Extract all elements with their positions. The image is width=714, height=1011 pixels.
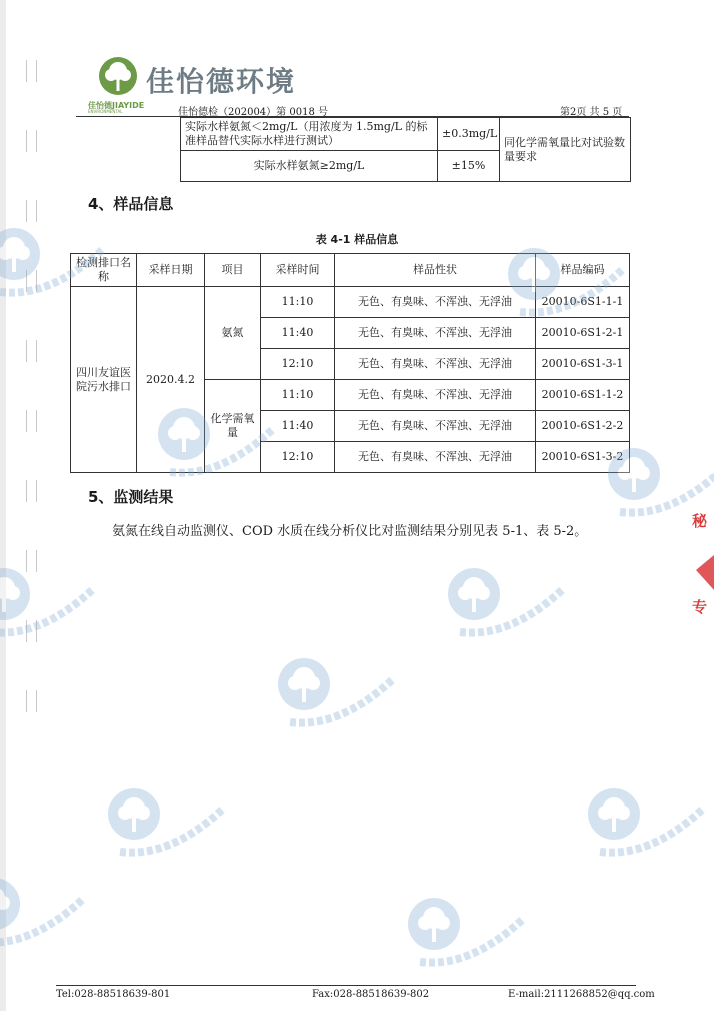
time-cell: 11:40 [261, 318, 335, 349]
binder-hole-mark [26, 480, 37, 502]
date-cell: 2020.4.2 [137, 287, 205, 473]
binder-hole-mark [26, 690, 37, 712]
table-row [181, 118, 631, 151]
watermark-icon [580, 780, 710, 860]
binder-hole-mark [26, 200, 37, 222]
tree-logo-icon [98, 56, 138, 96]
watermark-icon [440, 560, 570, 640]
appearance-cell: 无色、有臭味、不浑浊、无浮油 [335, 380, 536, 411]
remark-cell: 同化学需氧量比对试验数量要求 [500, 118, 631, 182]
appearance-cell: 无色、有臭味、不浑浊、无浮油 [335, 411, 536, 442]
watermark-icon [400, 890, 530, 970]
header-cell: 检测排口名称 [71, 254, 137, 287]
appearance-cell: 无色、有臭味、不浑浊、无浮油 [335, 442, 536, 473]
table-caption: 表 4-1 样品信息 [315, 233, 399, 246]
red-stamp-fragment [690, 500, 714, 630]
time-cell: 12:10 [261, 442, 335, 473]
header-cell: 项目 [205, 254, 261, 287]
company-english-name: 佳怡德JIAYIDE [88, 101, 145, 110]
table-header-row [71, 254, 630, 287]
company-name: 佳怡德环境 [146, 65, 297, 98]
sample-info-table [70, 253, 630, 473]
appearance-cell: 无色、有臭味、不浑浊、无浮油 [335, 318, 536, 349]
section-4-heading: 4、样品信息 [88, 195, 174, 213]
watermark-icon [0, 870, 90, 950]
page-number: 第2页 共 5 页 [560, 107, 623, 118]
outlet-cell: 四川友谊医院污水排口 [71, 287, 137, 473]
time-cell: 11:40 [261, 411, 335, 442]
stamp-char: 专 [692, 598, 708, 616]
footer-fax: Fax:028-88518639-802 [312, 989, 430, 1000]
code-cell: 20010-6S1-2-1 [536, 318, 630, 349]
watermark-icon [100, 780, 230, 860]
item-cell: 氨氮 [205, 287, 261, 380]
condition-cell: 实际水样氨氮≥2mg/L [181, 151, 438, 182]
appearance-cell: 无色、有臭味、不浑浊、无浮油 [335, 349, 536, 380]
footer-email: E-mail:2111268852@qq.com [508, 989, 655, 1000]
code-cell: 20010-6S1-1-2 [536, 380, 630, 411]
tolerance-cell: ±0.3mg/L [438, 118, 500, 151]
watermark-icon [0, 560, 100, 640]
time-cell: 11:10 [261, 287, 335, 318]
header-cell: 采样日期 [137, 254, 205, 287]
header-cell: 样品编码 [536, 254, 630, 287]
footer-tel: Tel:028-88518639-801 [56, 989, 171, 1000]
time-cell: 12:10 [261, 349, 335, 380]
section-5-heading: 5、监测结果 [88, 488, 174, 506]
code-cell: 20010-6S1-2-2 [536, 411, 630, 442]
report-number: 佳怡德检（202004）第 0018 号 [178, 107, 328, 118]
binder-hole-mark [26, 130, 37, 152]
tolerance-cell: ±15% [438, 151, 500, 182]
item-cell: 化学需氧量 [205, 380, 261, 473]
table-row [71, 287, 630, 318]
binder-hole-mark [26, 550, 37, 572]
tolerance-table [180, 117, 631, 182]
binder-hole-mark [26, 340, 37, 362]
code-cell: 20010-6S1-3-2 [536, 442, 630, 473]
results-paragraph: 氨氮在线自动监测仪、COD 水质在线分析仪比对监测结果分别见表 5-1、表 5-2。 [112, 524, 588, 539]
binder-hole-mark [26, 410, 37, 432]
binder-hole-mark [26, 60, 37, 82]
time-cell: 11:10 [261, 380, 335, 411]
binder-hole-mark [26, 270, 37, 292]
condition-cell: 实际水样氨氮＜2mg/L（用浓度为 1.5mg/L 的标准样品替代实际水样进行测试） [181, 118, 438, 151]
stamp-char: 秘 [692, 512, 708, 530]
header-cell: 采样时间 [261, 254, 335, 287]
binder-hole-mark [26, 620, 37, 642]
footer-divider [56, 985, 636, 986]
code-cell: 20010-6S1-3-1 [536, 349, 630, 380]
code-cell: 20010-6S1-1-1 [536, 287, 630, 318]
scan-edge-shadow [0, 0, 6, 1011]
company-subtitle: ENVIRONMENTAL [88, 109, 123, 114]
header-cell: 样品性状 [335, 254, 536, 287]
watermark-icon [270, 650, 400, 730]
appearance-cell: 无色、有臭味、不浑浊、无浮油 [335, 287, 536, 318]
